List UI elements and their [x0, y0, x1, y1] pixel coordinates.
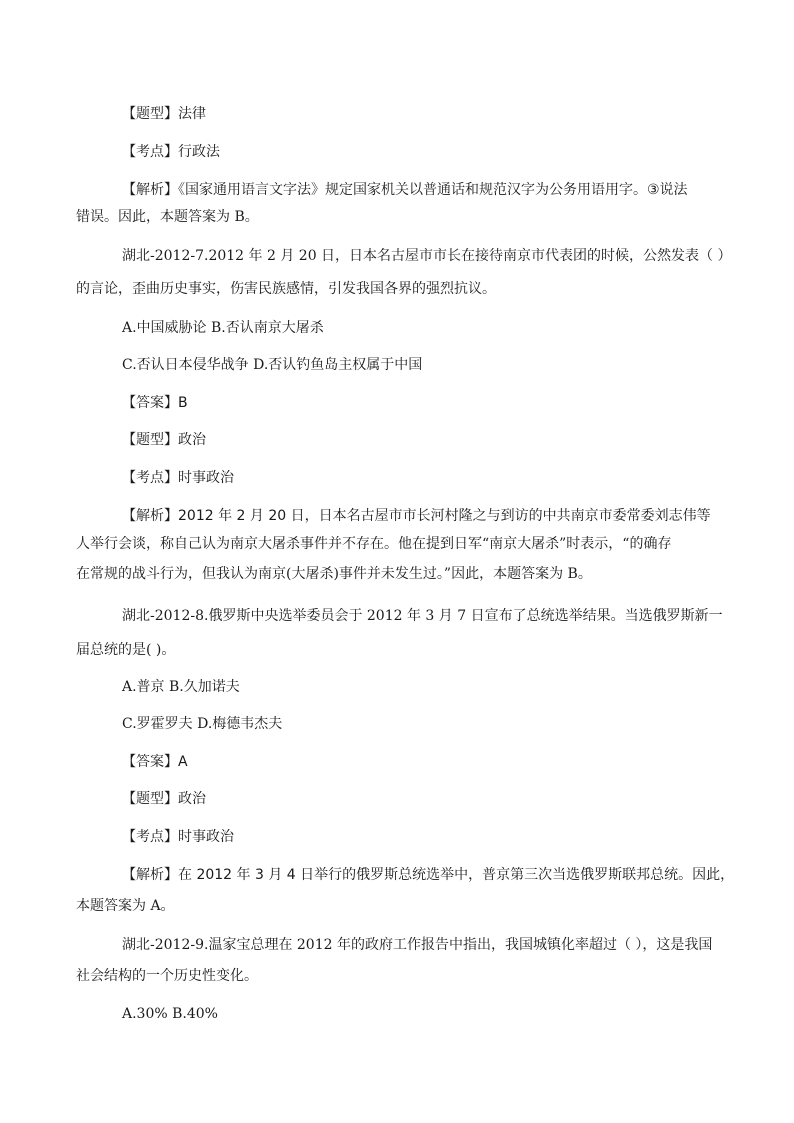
question-8-continuation-line: 届总统的是( )。 — [76, 642, 176, 658]
exam-point-line: 【考点】时事政治 — [122, 470, 234, 486]
question-8-options-cd: C.罗霍罗夫 D.梅德韦杰夫 — [122, 716, 283, 732]
question-type-line: 【题型】法律 — [122, 106, 206, 122]
analysis-continuation-line: 本题答案为 A。 — [76, 898, 175, 914]
exam-point-line: 【考点】行政法 — [122, 144, 220, 160]
question-type-line: 【题型】政治 — [122, 432, 206, 448]
question-7-options-ab: A.中国威胁论 B.否认南京大屠杀 — [122, 320, 324, 336]
question-type-line: 【题型】政治 — [122, 791, 206, 807]
question-8-options-ab: A.普京 B.久加诺夫 — [122, 679, 240, 695]
question-9-line: 湖北-2012-9.温家宝总理在 2012 年的政府工作报告中指出，我国城镇化率超过（ ），这是我国 — [122, 937, 713, 953]
question-9-options-ab: A.30% B.40% — [122, 1006, 218, 1022]
analysis-line: 【解析】2012 年 2 月 20 日，日本名古屋市市长河村隆之与到访的中共南京市委常委刘志伟等 — [122, 508, 711, 524]
question-7-options-cd: C.否认日本侵华战争 D.否认钓鱼岛主权属于中国 — [122, 357, 423, 373]
question-7-continuation-line: 的言论，歪曲历史事实，伤害民族感情，引发我国各界的强烈抗议。 — [76, 281, 496, 297]
analysis-line: 【解析】《国家通用语言文字法》规定国家机关以普通话和规范汉字为公务用语用字。③说法 — [122, 182, 688, 198]
analysis-continuation-line: 错误。因此，本题答案为 B。 — [76, 209, 259, 225]
analysis-continuation-line: 人举行会谈，称自己认为南京大屠杀事件并不存在。他在提到日军“南京大屠杀”时表示，“的确存 — [76, 536, 672, 552]
answer-line: 【答案】B — [122, 395, 188, 411]
question-7-line: 湖北-2012-7.2012 年 2 月 20 日，日本名古屋市市长在接待南京市代表团的时候，公然发表（ ） — [122, 248, 732, 264]
question-8-line: 湖北-2012-8.俄罗斯中央选举委员会于 2012 年 3 月 7 日宣布了总统选举结果。当选俄罗斯新一 — [122, 608, 723, 624]
analysis-continuation-line: 在常规的战斗行为，但我认为南京(大屠杀)事件并未发生过。”因此，本题答案为 B。 — [76, 566, 592, 582]
exam-point-line: 【考点】时事政治 — [122, 829, 234, 845]
analysis-line: 【解析】在 2012 年 3 月 4 日举行的俄罗斯总统选举中，普京第三次当选俄罗斯联邦总统。因此， — [122, 867, 735, 883]
answer-line: 【答案】A — [122, 754, 188, 770]
question-9-continuation-line: 社会结构的一个历史性变化。 — [76, 968, 258, 984]
